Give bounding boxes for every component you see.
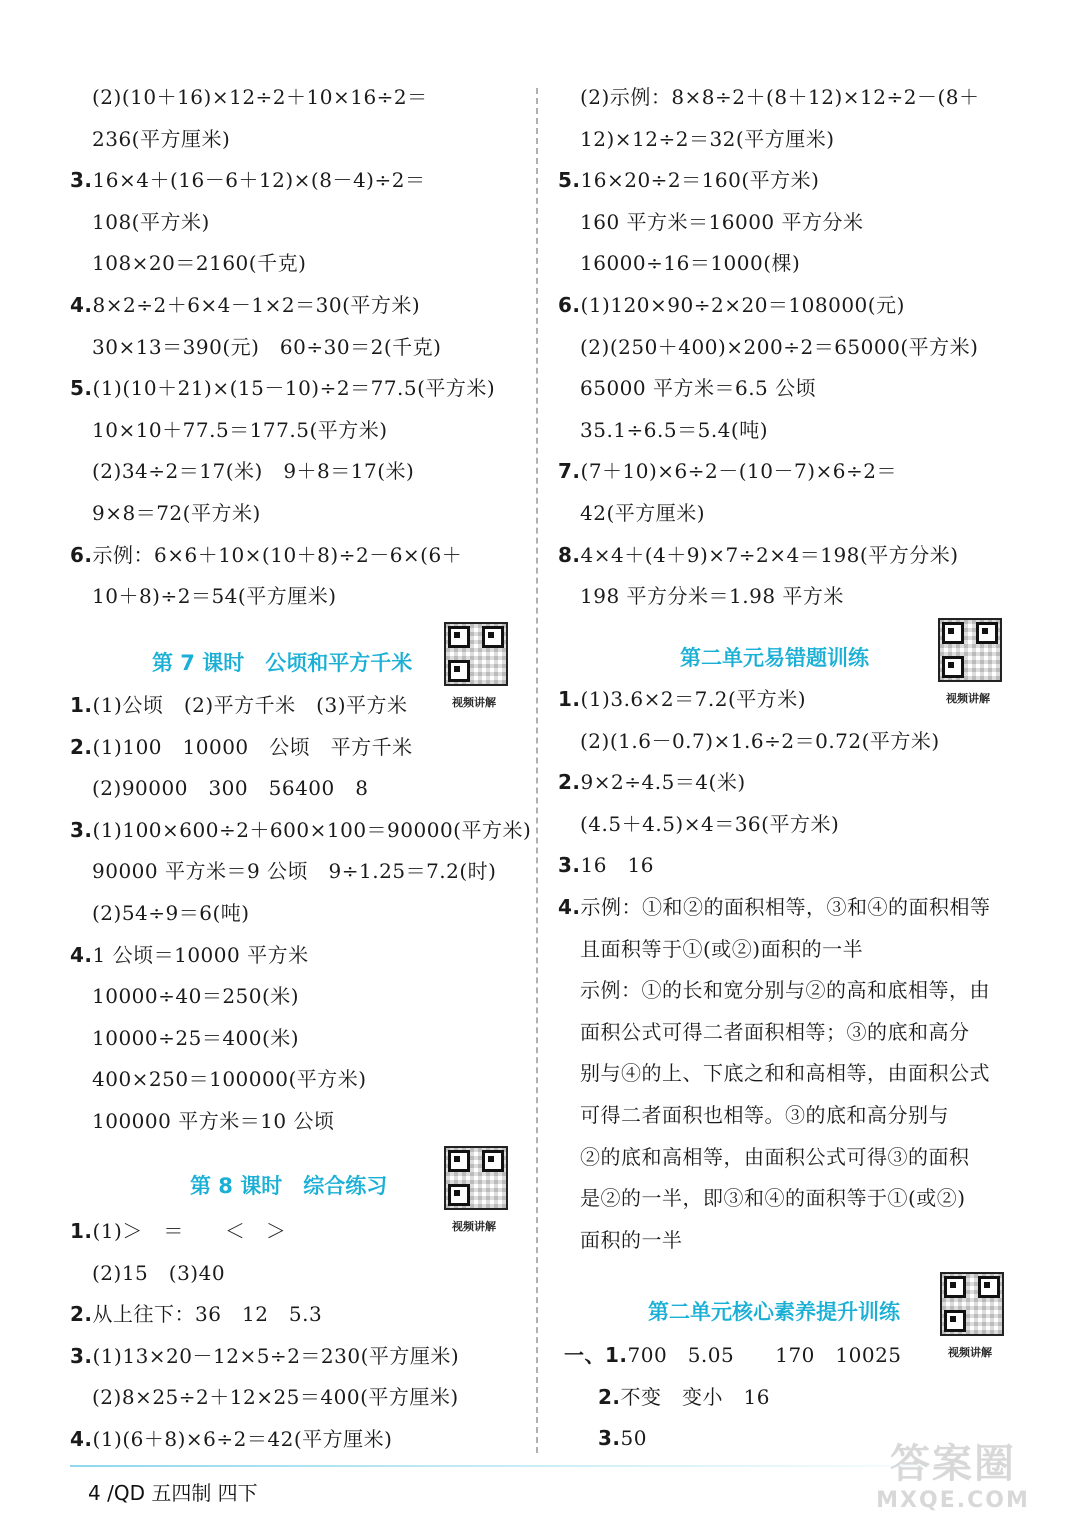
answer-line [580,583,844,609]
qr-code-lesson-8[interactable] [444,1146,508,1210]
answer-line [580,1185,966,1211]
answer-line [92,126,230,152]
answer-line [70,542,462,568]
answer-line [92,209,210,235]
qr-code-core-training[interactable] [940,1272,1004,1336]
answer-text: 100000 平方米＝10 公顷 [92,1109,335,1133]
question-number: 1. [70,1219,93,1243]
answer-line [580,728,940,754]
question-number: 3. [70,168,93,193]
answer-line [70,692,408,718]
answer-text: 400×250＝100000(平方米) [92,1067,367,1092]
answer-text: 16×4＋(16－6＋12)×(8－4)÷2＝ [92,168,426,193]
answer-text: 90000 平方米＝9 公顷 9÷1.25＝7.2(时) [92,859,497,884]
answer-text: 10000÷25＝400(米) [92,1025,300,1050]
answer-text: 198 平方分米＝1.98 平方米 [580,584,844,609]
answer-line [580,250,800,276]
qr-caption-lesson-8: 视频讲解 [452,1220,496,1233]
answer-line [70,734,413,760]
question-number: 3. [598,1426,621,1451]
answer-line [70,1426,392,1452]
answer-line [558,686,806,712]
question-number: 4. [70,942,93,967]
answer-line [558,292,905,318]
answer-text: 且面积等于①(或②)面积的一半 [580,936,864,961]
answer-text: 示例：6×6＋10×(10＋8)÷2－6×(6＋ [92,542,463,567]
question-number: 4. [558,895,581,919]
answer-text: 8×2÷2＋6×4－1×2＝30(平方米) [92,293,421,317]
answer-text: (2)示例：8×8÷2＋(8＋12)×12÷2－(8＋ [580,85,980,109]
answer-text: (2)(250＋400)×200÷2＝65000(平方米) [580,334,979,359]
qr-code-lesson-7[interactable] [444,622,508,686]
answer-line [580,84,980,110]
answer-text: 示例：①和②的面积相等，③和④的面积相等 [580,895,991,919]
answer-text: 108(平方米) [92,209,210,234]
answer-text: (2)8×25÷2＋12×25＝400(平方厘米) [92,1385,459,1410]
answer-text: 是②的一半，即③和④的面积等于①(或②) [580,1186,966,1211]
answer-text: 10＋8)÷2＝54(平方厘米) [92,584,337,609]
answer-line [70,817,531,843]
answer-line [92,1025,299,1051]
answer-line [92,983,299,1009]
answer-text: 从上往下：36 12 5.3 [92,1302,323,1327]
answer-text: 700 5.05 170 10025 [627,1343,902,1367]
answer-text: 不变 变小 16 [620,1384,770,1409]
answer-line [70,167,425,193]
answer-line [70,1343,459,1369]
answer-text: (2)(1.6－0.7)×1.6÷2＝0.72(平方米) [580,728,940,753]
answer-text: 236(平方厘米) [92,126,231,151]
answer-text: (1)公顷 (2)平方千米 (3)平方米 [92,693,408,717]
answer-line [558,894,991,920]
answer-line [580,811,839,837]
answer-line [70,942,309,968]
answer-text: 16000÷16＝1000(棵) [580,251,801,276]
answer-line [598,1425,647,1451]
answer-text: (1)100×600÷2＋600×100＝90000(平方米) [92,817,532,842]
answer-text: (4.5＋4.5)×4＝36(平方米) [580,811,840,836]
qr-code-error-training[interactable] [938,618,1002,682]
question-number: 5. [558,168,581,193]
answer-text: (2)34÷2＝17(米) 9＋8＝17(米) [92,459,415,484]
answer-text: 42(平方厘米) [580,501,706,525]
answer-line [580,936,863,962]
answer-text: 9×8＝72(平方米) [92,501,261,525]
column-divider [536,88,538,1453]
answer-text: 4×4＋(4＋9)×7÷2×4＝198(平方分米) [580,542,959,567]
question-number: 4. [70,1427,93,1451]
answer-line [580,334,978,360]
question-number: 3. [70,817,93,842]
section-title-lesson-8: 第 8 课时 综合练习 [190,1174,388,1198]
answer-line [92,250,306,276]
question-number: 一、1. [564,1343,628,1367]
answer-text: 别与④的上、下底之和和高相等，由面积公式 [580,1061,990,1086]
answer-text: (1)＞ ＝ ＜ ＞ [92,1219,287,1243]
answer-line [92,458,414,484]
answer-line [92,334,441,360]
answer-line [92,1108,335,1134]
answer-text: 160 平方米＝16000 平方分米 [580,209,864,234]
section-title-lesson-7: 第 7 课时 公顷和平方千米 [152,651,413,675]
answer-line [558,167,819,193]
answer-text: 16×20÷2＝160(平方米) [580,168,820,193]
answer-text: 16 16 [580,853,654,878]
answer-text: 面积公式可得二者面积相等；③的底和高分 [580,1019,970,1044]
question-number: 6. [70,542,93,567]
question-number: 1. [70,693,93,717]
question-number: 5. [70,376,93,401]
answer-line [92,500,261,526]
answer-text: (2)(10＋16)×12÷2＋10×16÷2＝ [92,85,428,109]
answer-line [580,1060,990,1086]
answer-line [70,375,495,401]
question-number: 2. [558,770,581,795]
answer-text: (2)90000 300 56400 8 [92,776,369,801]
answer-line [564,1342,902,1368]
answer-text: 9×2÷4.5＝4(米) [580,770,746,795]
question-number: 8. [558,542,581,567]
answer-line [92,1066,367,1092]
answer-line [580,417,768,443]
section-title-core-training: 第二单元核心素养提升训练 [648,1300,900,1324]
answer-line [558,542,959,568]
answer-text: (1)3.6×2＝7.2(平方米) [580,687,807,711]
answer-text: 12)×12÷2＝32(平方厘米) [580,126,835,151]
answer-text: ②的底和高相等，由面积公式可得③的面积 [580,1144,970,1169]
qr-caption-core-training: 视频讲解 [948,1346,992,1359]
watermark-url: MXQE.COM [876,1488,1030,1513]
answer-text: 108×20＝2160(千克) [92,251,307,276]
answer-text: 示例：①的长和宽分别与②的高和底相等，由 [580,978,990,1003]
answer-text: (1)120×90÷2×20＝108000(元) [580,293,905,317]
answer-text: (1)(6＋8)×6÷2＝42(平方厘米) [92,1427,393,1451]
answer-line [598,1384,770,1410]
question-number: 2. [598,1384,621,1409]
question-number: 3. [558,853,581,878]
answer-line [580,977,990,1003]
answer-line [92,775,368,801]
question-number: 2. [70,1302,93,1327]
answer-line [580,1019,970,1045]
answer-text: (1)(10＋21)×(15－10)÷2＝77.5(平方米) [92,376,496,401]
question-number: 7. [558,459,581,484]
answer-line [70,292,420,318]
watermark-logo [858,1440,1048,1530]
answer-line [580,1102,949,1128]
answer-line [558,852,654,878]
answer-line [558,769,746,795]
question-number: 3. [70,1343,93,1368]
watermark-text: 答案圈 [890,1441,1016,1487]
answer-line [92,858,497,884]
question-number: 4. [70,293,93,317]
answer-text: 10×10＋77.5＝177.5(平方米) [92,417,388,442]
answer-line [92,417,388,443]
answer-line [92,900,250,926]
answer-line [558,458,897,484]
question-number: 1. [558,687,581,711]
answer-text: 10000÷40＝250(米) [92,984,300,1009]
answer-line [70,1301,322,1327]
answer-text: 可得二者面积也相等。③的底和高分别与 [580,1103,949,1127]
answer-line [580,126,835,152]
answer-text: (2)15 (3)40 [92,1260,226,1285]
qr-caption-lesson-7: 视频讲解 [452,696,496,709]
answer-text: 面积的一半 [580,1227,683,1252]
answer-text: (1)13×20－12×5÷2＝230(平方厘米) [92,1343,460,1368]
answer-text: (1)100 10000 公顷 平方千米 [92,734,413,759]
answer-line [580,500,705,526]
answer-line [580,1227,683,1253]
qr-caption-error-training: 视频讲解 [946,692,990,705]
answer-text: 50 [620,1426,647,1451]
question-number: 6. [558,293,581,317]
answer-line [70,1218,286,1244]
answer-text: 35.1÷6.5＝5.4(吨) [580,417,769,442]
answer-line [92,583,337,609]
answer-line [580,375,816,401]
page-footer: 4 /QD 五四制 四下 [88,1481,258,1505]
answer-line [92,1384,459,1410]
answer-text: (2)54÷9＝6(吨) [92,901,250,925]
answer-line [580,209,864,235]
answer-text: 1 公顷＝10000 平方米 [92,942,309,967]
answer-line [92,1260,225,1286]
section-title-error-training: 第二单元易错题训练 [680,646,869,670]
answer-text: 65000 平方米＝6.5 公顷 [580,376,817,401]
answer-text: 30×13＝390(元) 60÷30＝2(千克) [92,334,442,359]
answer-text: (7＋10)×6÷2－(10－7)×6÷2＝ [580,459,898,484]
question-number: 2. [70,734,93,759]
answer-line [580,1144,970,1170]
answer-line [92,84,428,110]
